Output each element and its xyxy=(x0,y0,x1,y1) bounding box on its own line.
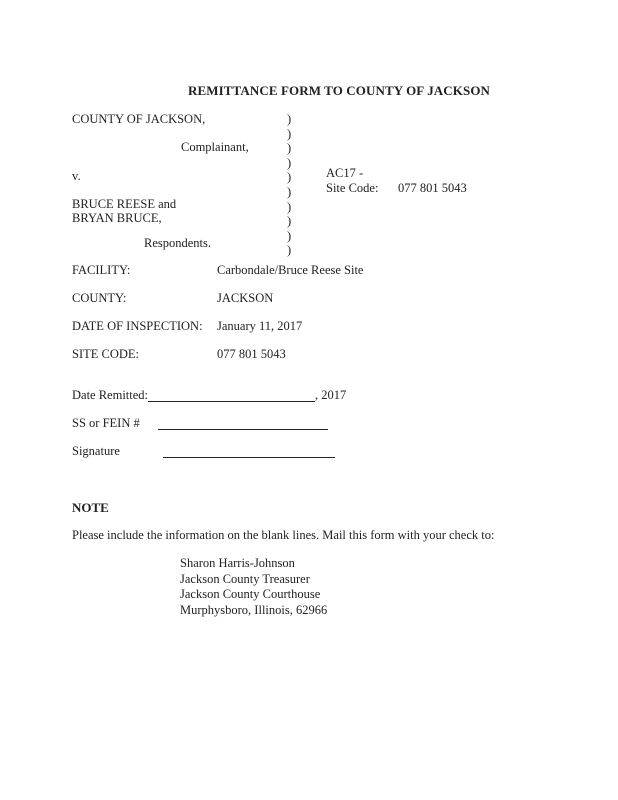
caption-paren: ) xyxy=(287,184,292,199)
defendant-role: Respondents. xyxy=(144,236,212,250)
caption-paren: ) xyxy=(287,170,292,185)
address-line: Sharon Harris-Johnson xyxy=(180,556,295,570)
county-value: JACKSON xyxy=(217,291,274,305)
caption-paren: ) xyxy=(287,228,292,243)
facility-value: Carbondale/Bruce Reese Site xyxy=(217,263,364,277)
county-label: COUNTY: xyxy=(72,291,127,305)
date-remitted-label: Date Remitted: xyxy=(72,388,149,402)
caption-paren: ) xyxy=(287,214,292,229)
date-remitted-field[interactable] xyxy=(148,401,315,402)
ss-fein-label: SS or FEIN # xyxy=(72,416,140,430)
caption-paren: ) xyxy=(287,155,292,170)
address-line: Jackson County Courthouse xyxy=(180,587,321,601)
defendant-name-2: BRYAN BRUCE, xyxy=(72,211,162,225)
caption-paren: ) xyxy=(287,243,292,258)
mailing-address xyxy=(180,556,327,618)
form-title: REMITTANCE FORM TO COUNTY OF JACKSON xyxy=(188,83,491,98)
site-code-value: 077 801 5043 xyxy=(217,347,286,361)
caption-paren: ) xyxy=(287,199,292,214)
inspection-date-label: DATE OF INSPECTION: xyxy=(72,319,203,333)
plaintiff-name: COUNTY OF JACKSON, xyxy=(72,112,206,126)
plaintiff-role: Complainant, xyxy=(181,140,249,154)
signature-label: Signature xyxy=(72,444,120,458)
versus-label: v. xyxy=(72,169,81,183)
caption-site-code-value: 077 801 5043 xyxy=(398,181,467,195)
caption-paren: ) xyxy=(287,112,292,126)
signature-field[interactable] xyxy=(163,457,335,458)
inspection-date-value: January 11, 2017 xyxy=(217,319,303,333)
site-code-label: SITE CODE: xyxy=(72,347,140,361)
note-heading: NOTE xyxy=(72,500,109,515)
facility-label: FACILITY: xyxy=(72,263,131,277)
caption-paren: ) xyxy=(287,126,292,141)
ss-fein-field[interactable] xyxy=(158,429,328,430)
caption-site-code-label: Site Code: xyxy=(326,181,379,195)
address-line: Jackson County Treasurer xyxy=(180,571,310,586)
note-instructions: Please include the information on the blank lines. Mail this form with your check to: xyxy=(72,528,495,542)
date-remitted-year: , 2017 xyxy=(315,388,347,402)
address-line: Murphysboro, Illinois, 62966 xyxy=(180,602,328,617)
case-number: AC17 - xyxy=(326,166,364,180)
caption-divider xyxy=(287,112,291,258)
defendant-name-1: BRUCE REESE and xyxy=(72,197,177,211)
caption-paren: ) xyxy=(287,141,292,156)
